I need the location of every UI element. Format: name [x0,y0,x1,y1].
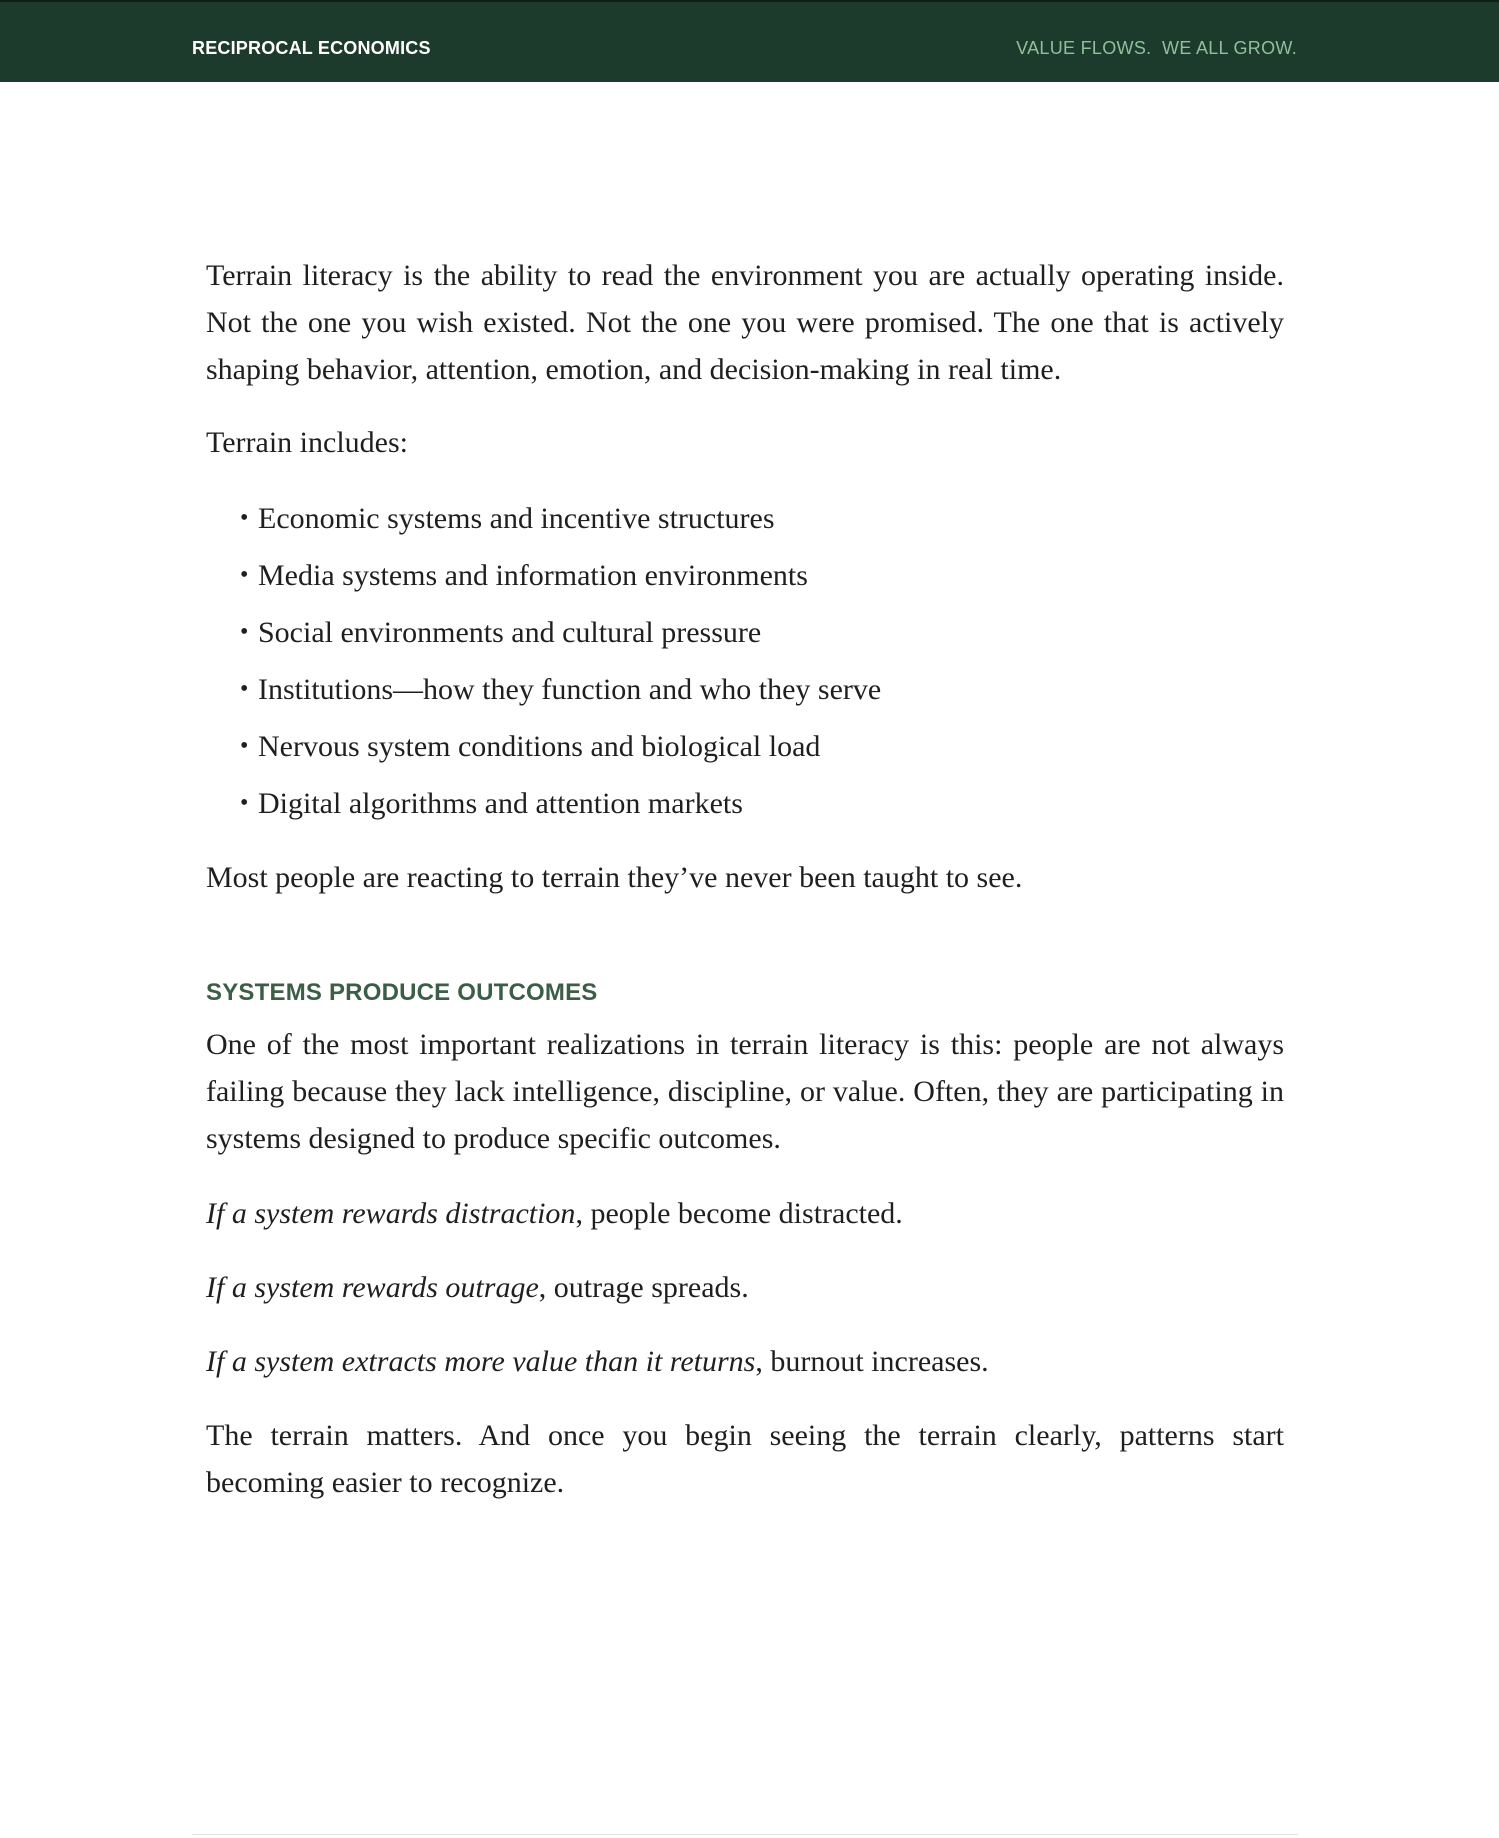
list-item [240,604,1284,661]
list-item [240,775,1284,832]
section-paragraph: One of the most important realizations in terrain literacy is this: people are not always failing because they lack intelligence, discipline, or value. Often, they are participating in systems designed to produce specific outcomes. [206,1028,1284,1155]
bullet-icon: • [240,562,249,588]
conditional-rest: , people become distracted. [575,1197,903,1230]
list-item [240,547,1284,604]
list-item-text: Institutions—how they function and who they serve [258,673,882,706]
conditional-line [206,1190,1284,1237]
includes-label: Terrain includes: [206,426,408,459]
conditional-italic: If a system rewards distraction [206,1197,576,1230]
list-item-text: Media systems and information environments [258,559,808,592]
bullet-icon: • [240,733,249,759]
list-item [240,490,1284,547]
bullet-icon: • [240,505,249,531]
bullet-icon: • [240,619,249,645]
intro-closing: Most people are reacting to terrain they’ve never been taught to see. [206,861,1023,894]
article-body [206,252,1284,1506]
list-item-text: Economic systems and incentive structures [258,502,775,535]
brand-name[interactable]: RECIPROCAL ECONOMICS [192,38,431,58]
list-item-text: Digital algorithms and attention markets [258,787,743,820]
list-item [240,718,1284,775]
conditional-italic: If a system extracts more value than it returns [206,1345,756,1378]
site-header [0,0,1499,82]
conditional-line [206,1264,1284,1311]
list-item-text: Social environments and cultural pressure [258,616,762,649]
section-closing: The terrain matters. And once you begin seeing the terrain clearly, patterns start becoming easier to recognize. [206,1419,1284,1499]
conditional-rest: , outrage spreads. [538,1271,749,1304]
brand-tagline: VALUE FLOWS. WE ALL GROW. [1016,38,1297,58]
section-heading: SYSTEMS PRODUCE OUTCOMES [206,979,598,1006]
intro-paragraph: Terrain literacy is the ability to read the environment you are actually operating inside. Not the one you wish existed. Not the one you were promised. The one that is actively shaping behavior, attention, emotion, and decision-making in real time. [206,259,1284,386]
terrain-list [206,490,1284,832]
footer-divider [192,1834,1298,1835]
bullet-icon: • [240,790,249,816]
bullet-icon: • [240,676,249,702]
list-item [240,661,1284,718]
conditional-line [206,1338,1284,1385]
conditional-italic: If a system rewards outrage [206,1271,539,1304]
list-item-text: Nervous system conditions and biological load [258,730,821,763]
conditional-rest: , burnout increases. [755,1345,989,1378]
